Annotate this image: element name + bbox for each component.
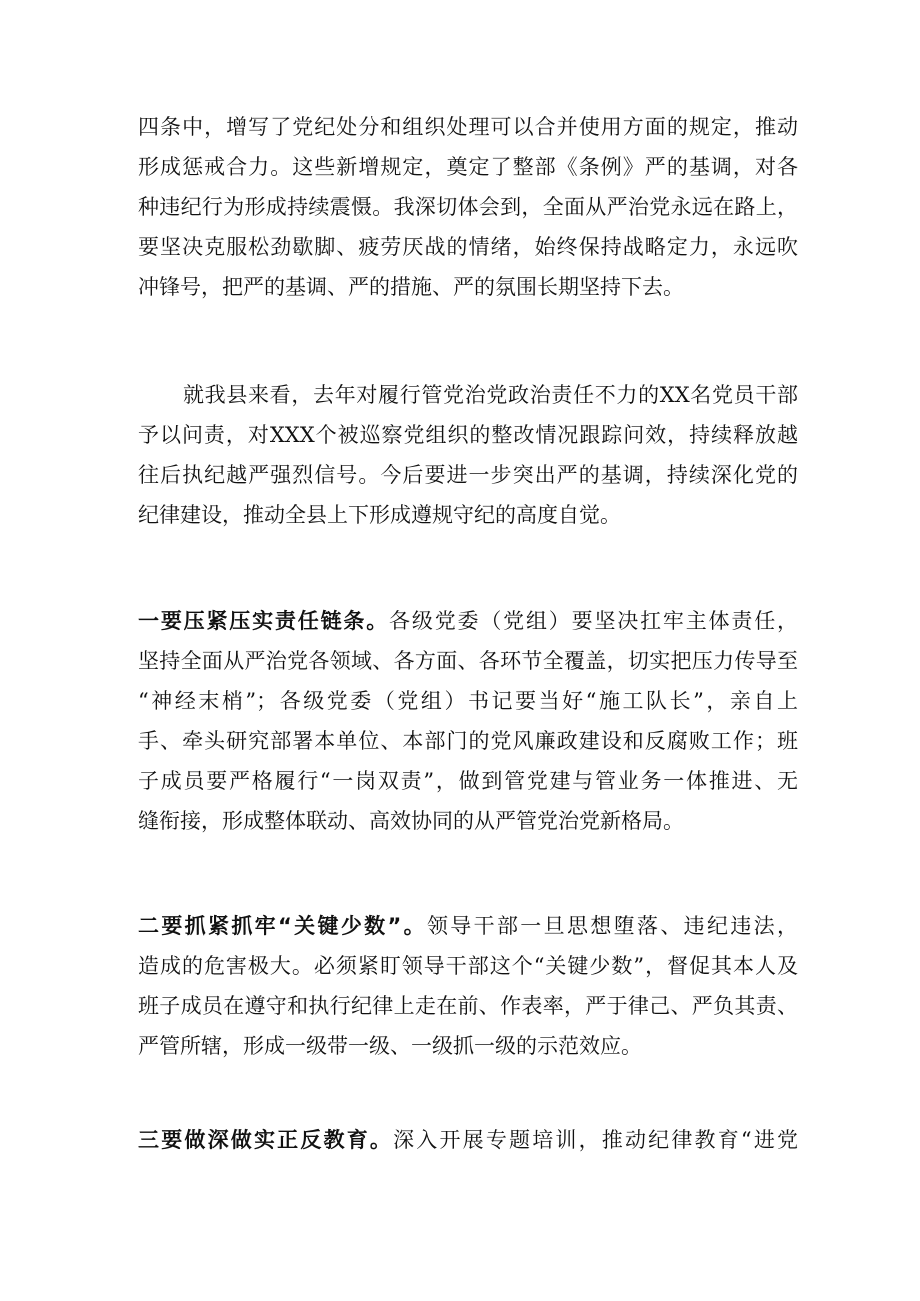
paragraph-first-line	[138, 1120, 798, 1160]
paragraph-line: 种违纪行为形成持续震慑。我深切体会到，全面从严治党永远在路上，	[138, 195, 798, 219]
section-heading: 一要压紧压实责任链条。	[138, 609, 390, 633]
paragraph-line: 班子成员在遵守和执行纪律上走在前、作表率，严于律己、严负其责、	[138, 994, 798, 1018]
section-heading: 二要抓紧抓牢“关键少数”。	[138, 914, 427, 938]
paragraph-line: 纪律建设，推动全县上下形成遵规守纪的高度自觉。	[138, 503, 621, 527]
paragraph-line: 往后执纪越严强烈信号。今后要进一步突出严的基调，持续深化党的	[138, 463, 798, 487]
paragraph-line: 缝衔接，形成整体联动、高效协同的从严管党治党新格局。	[138, 809, 684, 833]
paragraph-line: 要坚决克服松劲歇脚、疲劳厌战的情绪，始终保持战略定力，永远吹	[138, 235, 798, 259]
paragraph-1	[138, 107, 798, 307]
paragraph-3	[138, 601, 798, 841]
paragraph-line: 形成惩戒合力。这些新增规定，奠定了整部《条例》严的基调，对各	[138, 155, 798, 179]
paragraph-line: 造成的危害极大。必须紧盯领导干部这个“关键少数”，督促其本人及	[138, 954, 798, 978]
paragraph-4	[138, 906, 798, 1066]
paragraph-text: 领导干部一旦思想堕落、违纪违法，	[426, 914, 798, 938]
paragraph-first-line	[138, 601, 798, 641]
paragraph-2	[138, 375, 798, 535]
paragraph-5	[138, 1120, 798, 1160]
section-heading: 三要做深做实正反教育。	[138, 1128, 394, 1152]
paragraph-text: 各级党委（党组）要坚决扛牢主体责任，	[389, 609, 799, 633]
paragraph-line: 子成员要严格履行“一岗双责”，做到管党建与管业务一体推进、无	[138, 769, 798, 793]
paragraph-text: 深入开展专题培训，推动纪律教育“进党	[393, 1128, 799, 1152]
paragraph-line: 冲锋号，把严的基调、严的措施、严的氛围长期坚持下去。	[138, 275, 684, 299]
paragraph-line: 四条中，增写了党纪处分和组织处理可以合并使用方面的规定，推动	[138, 115, 798, 139]
paragraph-line: 予以问责，对XXX个被巡察党组织的整改情况跟踪问效，持续释放越	[138, 423, 798, 447]
paragraph-first-line	[138, 906, 798, 946]
paragraph-line: “神经末梢”；各级党委（党组）书记要当好“施工队长”，亲自上	[138, 689, 798, 713]
paragraph-line: 就我县来看，去年对履行管党治党政治责任不力的XX名党员干部	[183, 383, 798, 407]
paragraph-line: 手、牵头研究部署本单位、本部门的党风廉政建设和反腐败工作；班	[138, 729, 798, 753]
paragraph-line: 严管所辖，形成一级带一级、一级抓一级的示范效应。	[138, 1034, 642, 1058]
paragraph-line: 坚持全面从严治党各领域、各方面、各环节全覆盖，切实把压力传导至	[138, 649, 798, 673]
